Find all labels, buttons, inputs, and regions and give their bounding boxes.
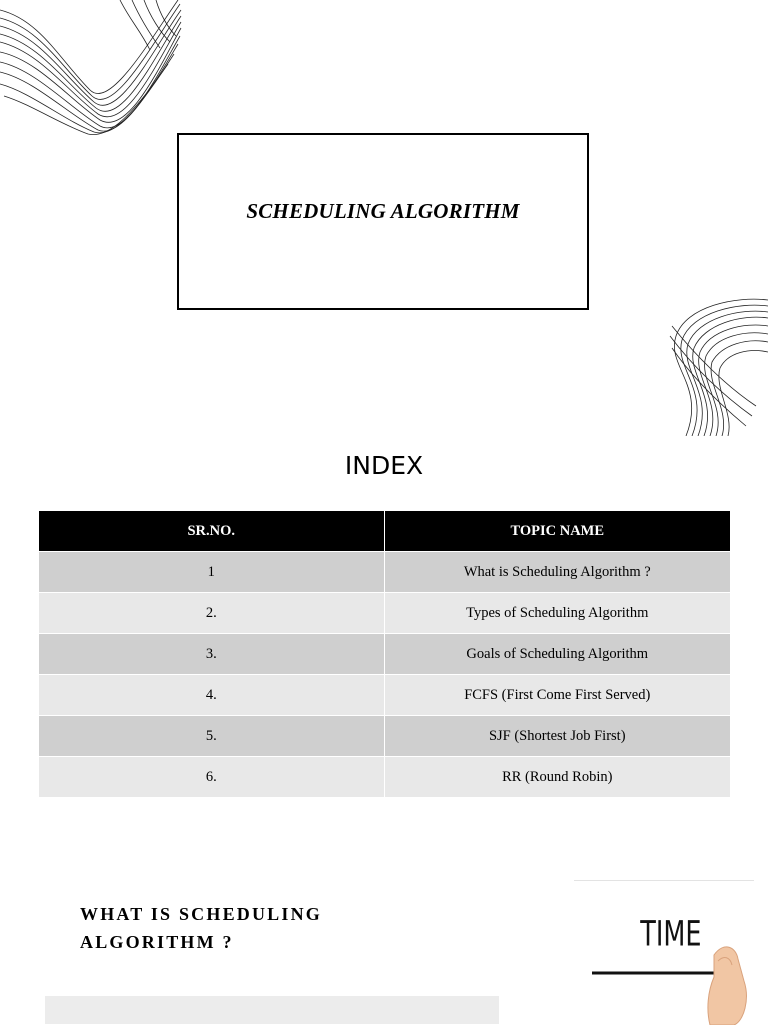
section-heading — [80, 900, 410, 956]
row-topic: Goals of Scheduling Algorithm — [384, 634, 730, 675]
hand-icon — [708, 947, 746, 1025]
row-number: 1 — [39, 552, 384, 593]
table-row — [39, 552, 730, 593]
wave-lines-icon — [0, 0, 182, 140]
section-heading-line2: ALGORITHM ? — [80, 932, 234, 952]
row-topic: What is Scheduling Algorithm ? — [384, 552, 730, 593]
table-row — [39, 716, 730, 757]
time-text: TIME — [640, 914, 702, 955]
table-row — [39, 634, 730, 675]
row-topic: RR (Round Robin) — [384, 757, 730, 798]
row-topic: SJF (Shortest Job First) — [384, 716, 730, 757]
content-panel — [45, 996, 499, 1024]
title-box — [177, 133, 589, 310]
table-row — [39, 675, 730, 716]
row-number: 5. — [39, 716, 384, 757]
header-topic-name: TOPIC NAME — [384, 511, 730, 552]
row-number: 2. — [39, 593, 384, 634]
time-illustration — [574, 880, 754, 1025]
header-sr-no: SR.NO. — [39, 511, 384, 552]
wave-lines-icon — [666, 296, 768, 436]
index-heading: INDEX — [344, 451, 424, 480]
row-topic: FCFS (First Come First Served) — [384, 675, 730, 716]
row-number: 6. — [39, 757, 384, 798]
table-header-row — [39, 511, 730, 552]
row-number: 3. — [39, 634, 384, 675]
section-heading-line1: WHAT IS SCHEDULING — [80, 904, 322, 924]
table-row — [39, 593, 730, 634]
row-topic: Types of Scheduling Algorithm — [384, 593, 730, 634]
time-arrow-hand-image — [574, 881, 754, 1025]
document-title: SCHEDULING ALGORITHM — [246, 199, 520, 223]
row-number: 4. — [39, 675, 384, 716]
table-row — [39, 757, 730, 798]
index-table — [39, 511, 730, 797]
